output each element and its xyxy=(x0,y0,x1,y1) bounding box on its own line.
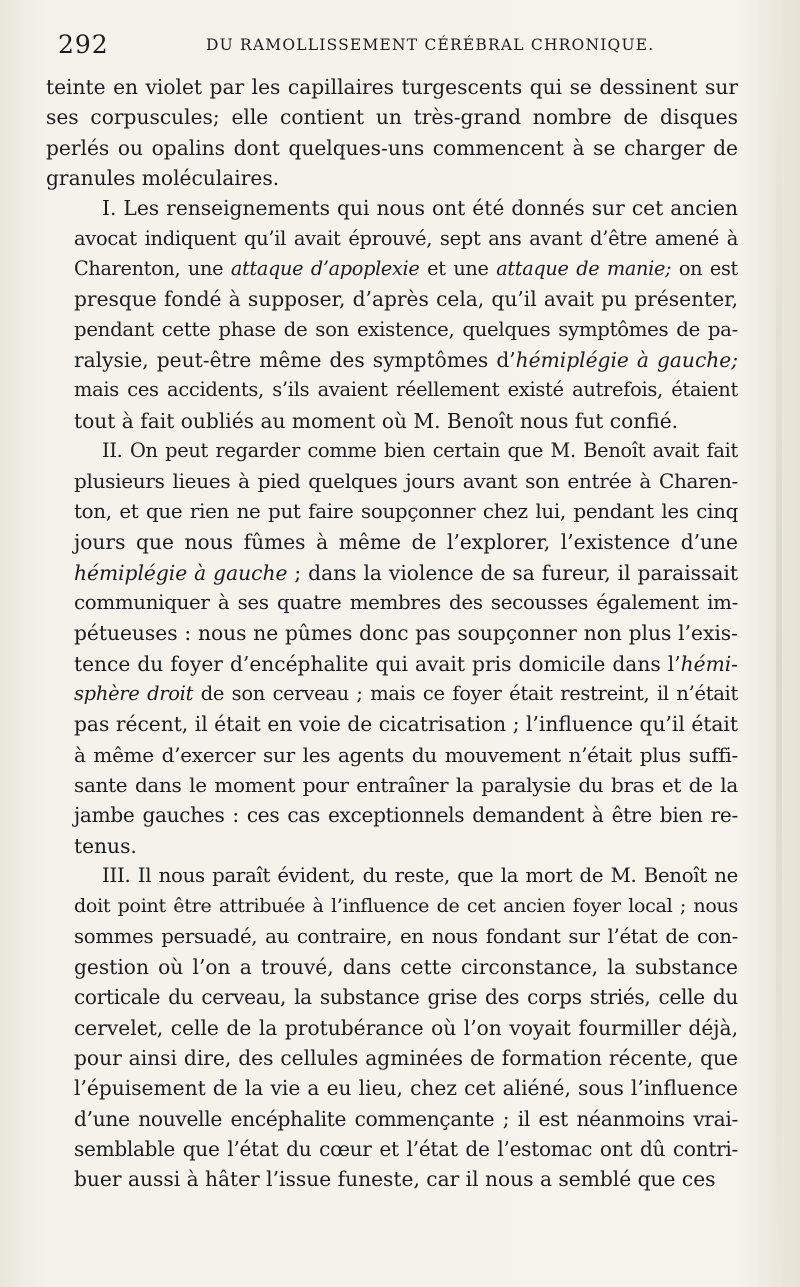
text-line: tout à fait oubliés au moment où M. Benoît nous fut confié. xyxy=(74,408,679,433)
text-line: sphère droit de son cerveau ; mais ce foyer était restreint, il n’était xyxy=(74,681,739,705)
text-line: jours que nous fûmes à même de l’explorer, l’existence d’une xyxy=(74,530,738,555)
text-line: tenus. xyxy=(74,833,137,858)
italic-phrase: hémiplégie à gauche; xyxy=(515,348,738,373)
text-line: buer aussi à hâter l’issue funeste, car il nous a semblé que ces xyxy=(74,1167,716,1192)
text-line: presque fondé à supposer, d’après cela, qu’il avait pu présenter, xyxy=(74,287,738,312)
text-line: II. On peut regarder comme bien certain que M. Benoît avait fait xyxy=(102,439,738,463)
text-line: ton, et que rien ne put faire soupçonner chez lui, pendant les cinq xyxy=(74,499,738,523)
text-line: I. Les renseignements qui nous ont été donnés sur cet ancien xyxy=(102,196,738,221)
text-line: Charenton, une attaque d’apoplexie et une attaque de manie; on est xyxy=(74,257,738,281)
italic-phrase: attaque de manie; xyxy=(496,257,672,281)
paragraph xyxy=(46,436,738,861)
paragraph xyxy=(46,861,738,1195)
body-text xyxy=(46,72,738,1195)
text-line: jambe gauches : ces cas exceptionnels demandent à être bien re- xyxy=(74,803,738,828)
text-line: III. Il nous paraît évident, du reste, que la mort de M. Benoît ne xyxy=(102,863,738,887)
text-line: pétueuses : nous ne pûmes donc pas soupçonner non plus l’exis- xyxy=(74,621,738,646)
text-line: mais ces accidents, s’ils avaient réellement existé autrefois, étaient xyxy=(74,378,738,402)
text-line: sante dans le moment pour entraîner la paralysie du bras et de la xyxy=(74,772,738,797)
italic-phrase: attaque d’apoplexie xyxy=(230,257,420,281)
italic-phrase: hémiplégie à gauche xyxy=(74,560,288,585)
page-header xyxy=(58,30,758,66)
text-line: sommes persuadé, au contraire, en nous fondant sur l’état de con- xyxy=(74,924,738,948)
text-line: ralysie, peut-être même des symptômes d’hémiplégie à gauche; xyxy=(74,348,738,373)
text-line: d’une nouvelle encéphalite commençante ; il est néanmoins vrai- xyxy=(74,1106,738,1131)
paragraph xyxy=(46,72,738,193)
text-line: cervelet, celle de la protubérance où l’on voyait fourmiller déjà, xyxy=(74,1015,738,1040)
text-line: doit point être attribuée à l’influence de cet ancien foyer local ; nous xyxy=(74,895,738,918)
text-line: pendant cette phase de son existence, quelques symptômes de pa- xyxy=(74,317,738,341)
italic-phrase: hémi- xyxy=(680,651,738,676)
text-line: pas récent, il était en voie de cicatrisation ; l’influence qu’il était xyxy=(74,712,738,737)
text-line: teinte en violet par les capillaires turgescents qui se dessinent sur xyxy=(46,75,738,99)
text-line: pour ainsi dire, des cellules agminées de formation récente, que xyxy=(74,1046,738,1070)
italic-phrase: sphère droit xyxy=(74,681,194,705)
text-line: gestion où l’on a trouvé, dans cette circonstance, la substance xyxy=(74,954,738,979)
text-line: hémiplégie à gauche ; dans la violence de sa fureur, il paraissait xyxy=(74,560,738,585)
running-title: DU RAMOLLISSEMENT CÉRÉBRAL CHRONIQUE. xyxy=(206,36,655,54)
text-line: tence du foyer d’encéphalite qui avait pris domicile dans l’hémi- xyxy=(74,651,738,676)
text-line: à même d’exercer sur les agents du mouvement n’était plus suffi- xyxy=(74,742,738,767)
text-line: plusieurs lieues à pied quelques jours avant son entrée à Charen- xyxy=(74,469,738,494)
page-number: 292 xyxy=(58,30,109,59)
text-line: corticale du cerveau, la substance grise des corps striés, celle du xyxy=(74,985,738,1010)
text-line: semblable que l’état du cœur et l’état de l’estomac ont dû contri- xyxy=(74,1137,738,1162)
text-line: ses corpuscules; elle contient un très-grand nombre de disques xyxy=(46,105,738,130)
page-gutter-shadow xyxy=(776,40,782,1280)
text-line: avocat indiquent qu’il avait éprouvé, sept ans avant d’être amené à xyxy=(74,226,738,250)
paragraph xyxy=(46,193,738,436)
text-line: communiquer à ses quatre membres des secousses également im- xyxy=(74,590,738,614)
text-line: l’épuisement de la vie a eu lieu, chez cet aliéné, sous l’influence xyxy=(74,1076,738,1101)
text-line: granules moléculaires. xyxy=(46,166,280,191)
text-line: perlés ou opalins dont quelques-uns commencent à se charger de xyxy=(46,135,738,160)
